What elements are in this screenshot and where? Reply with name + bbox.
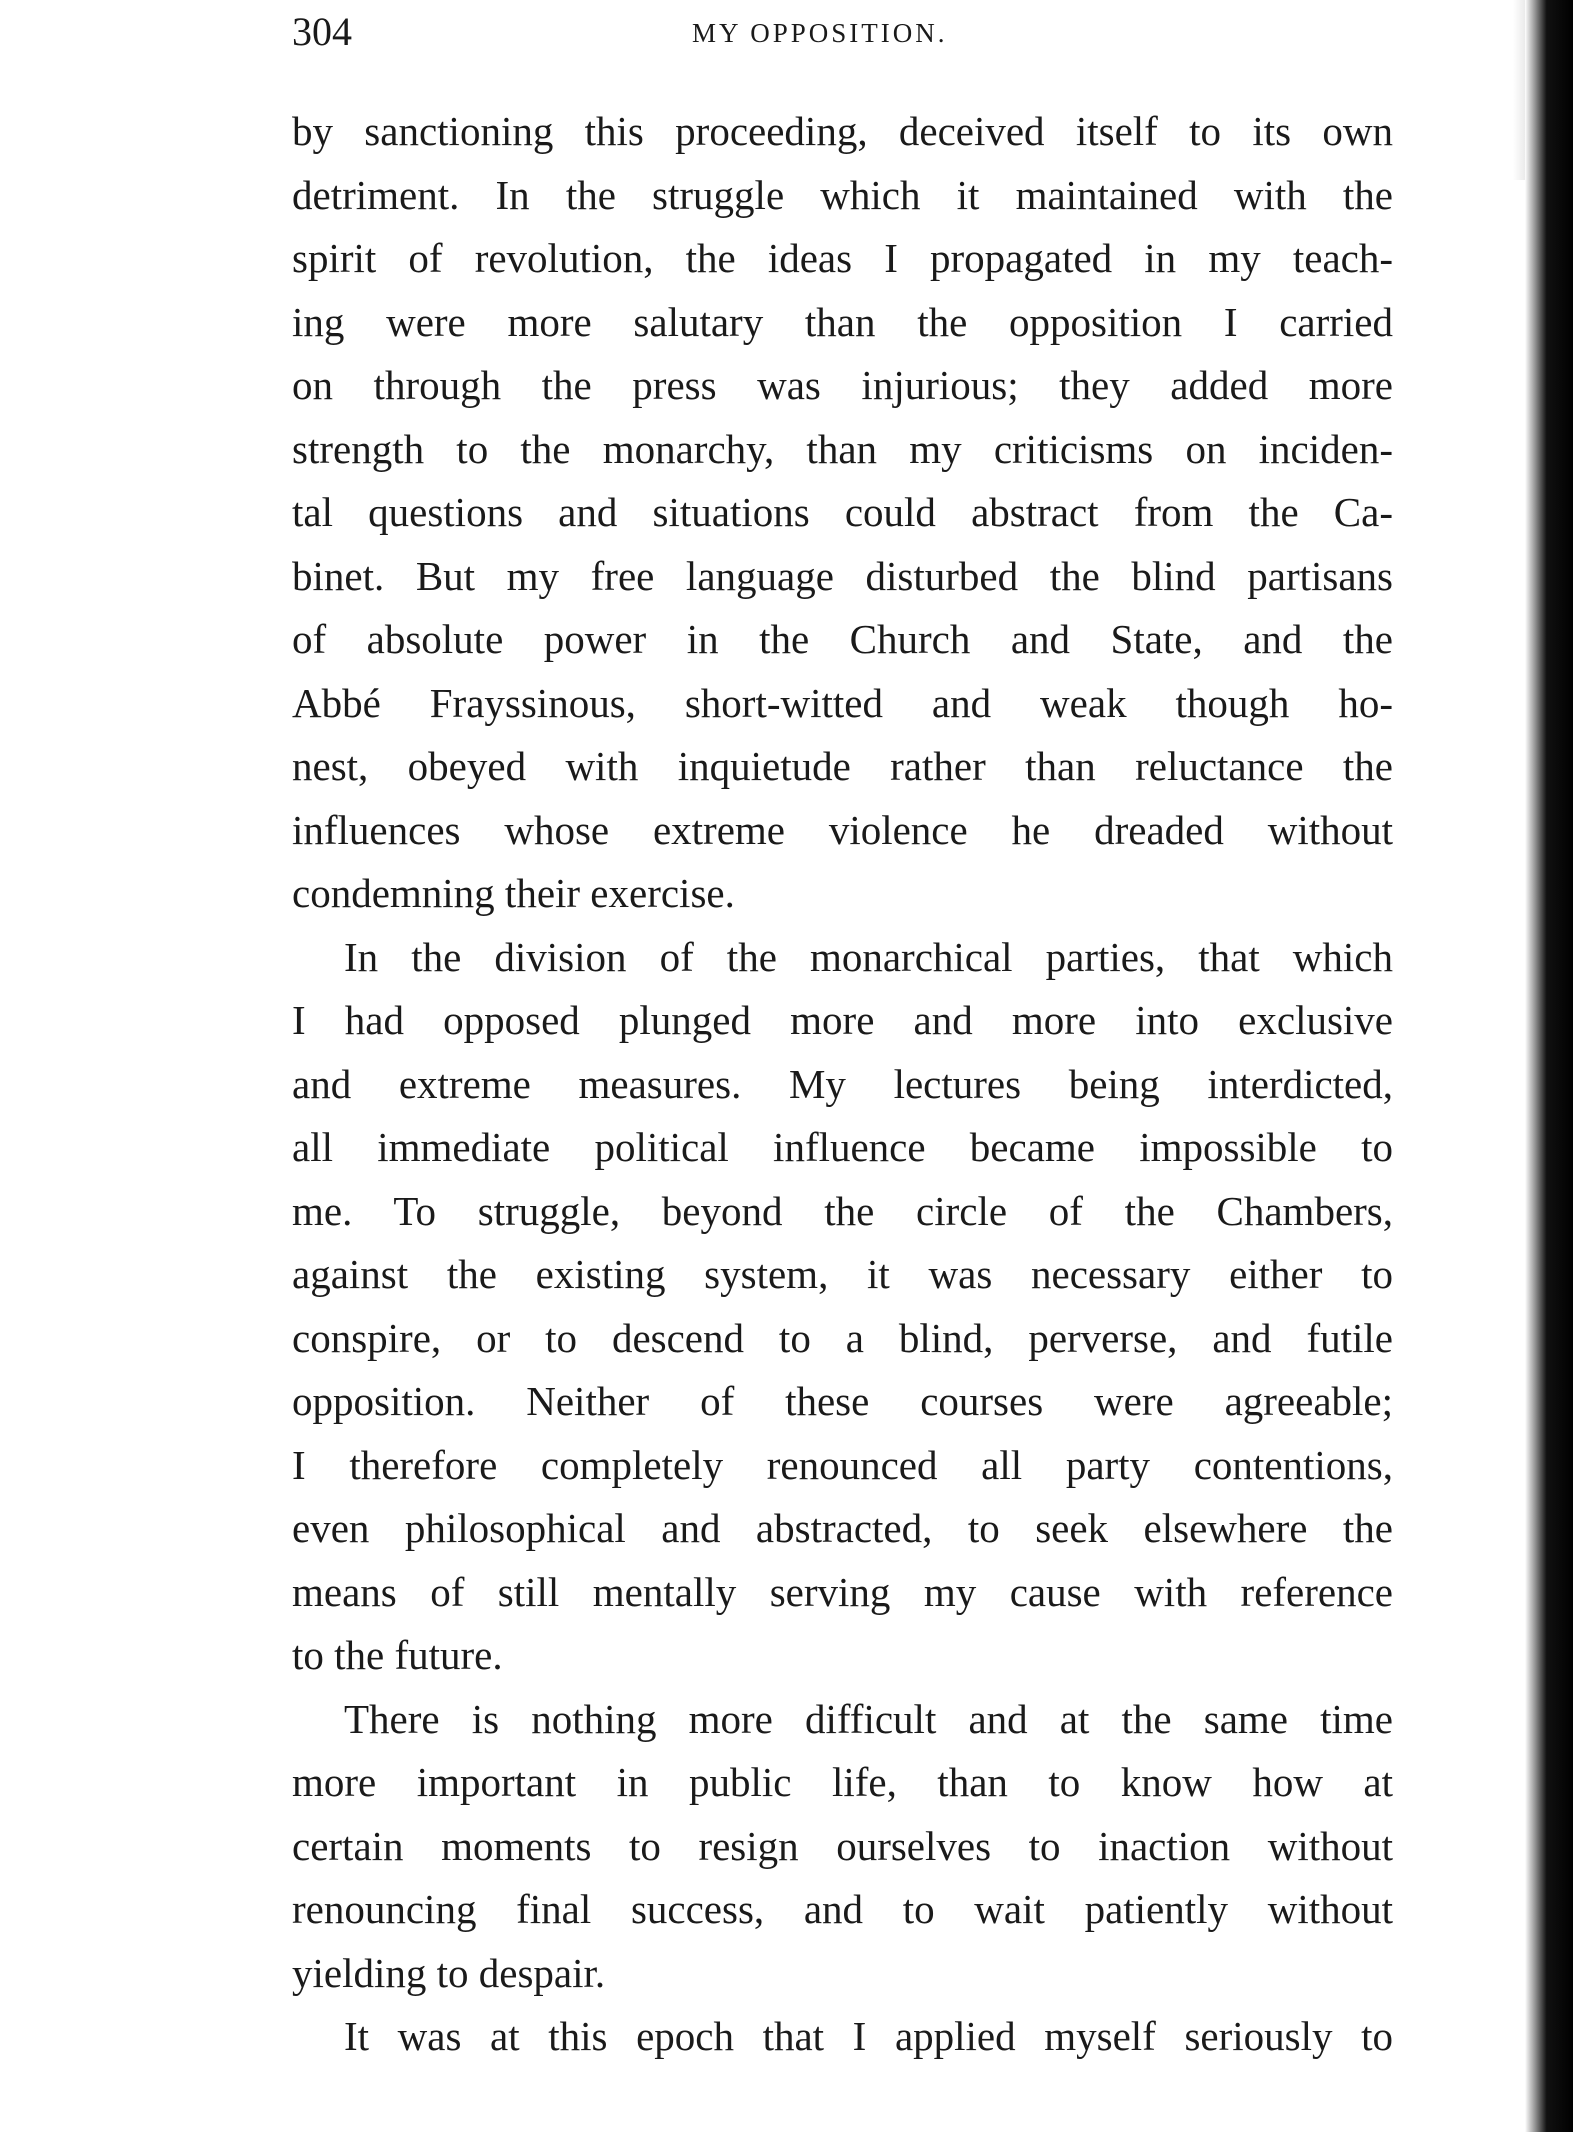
text-line: me. To struggle, beyond the circle of the Chambers,: [292, 1187, 1393, 1234]
text-line: detriment. In the struggle which it maintained with the: [292, 171, 1393, 218]
page-header: [292, 8, 1393, 64]
text-line: influences whose extreme violence he dreaded without: [292, 806, 1393, 853]
text-line: tal questions and situations could abstract from the Ca-: [292, 489, 1393, 535]
text-line: strength to the monarchy, than my criticisms on inciden-: [292, 425, 1393, 472]
text-line: There is nothing more difficult and at the same time: [344, 1695, 1393, 1742]
page-number: 304: [292, 9, 352, 54]
text-line: yielding to despair.: [292, 1949, 606, 1996]
text-line: and extreme measures. My lectures being interdicted,: [292, 1060, 1393, 1107]
running-title: MY OPPOSITION.: [692, 18, 948, 48]
text-line: I therefore completely renounced all party contentions,: [292, 1441, 1393, 1488]
text-line: all immediate political influence became impossible to: [292, 1124, 1393, 1170]
body-text: [292, 100, 1393, 2069]
text-line: spirit of revolution, the ideas I propagated in my teach-: [292, 235, 1393, 281]
text-line: means of still mentally serving my cause with reference: [292, 1568, 1393, 1615]
text-line: to the future.: [292, 1632, 503, 1678]
text-line: opposition. Neither of these courses were agreeable;: [292, 1378, 1393, 1424]
text-line: condemning their exercise.: [292, 870, 735, 916]
text-line: It was at this epoch that I applied myself seriously to: [344, 2013, 1393, 2059]
text-line: conspire, or to descend to a blind, perverse, and futile: [292, 1314, 1393, 1361]
text-line: binet. But my free language disturbed the blind partisans: [292, 552, 1393, 599]
text-line: of absolute power in the Church and State, and the: [292, 616, 1393, 662]
text-line: certain moments to resign ourselves to inaction without: [292, 1822, 1393, 1869]
text-line: renouncing final success, and to wait patiently without: [292, 1886, 1393, 1932]
text-line: nest, obeyed with inquietude rather than reluctance the: [292, 743, 1393, 789]
text-line: even philosophical and abstracted, to seek elsewhere the: [292, 1505, 1393, 1551]
text-line: more important in public life, than to know how at: [292, 1759, 1393, 1805]
text-line: Abbé Frayssinous, short-witted and weak though ho-: [292, 679, 1393, 726]
text-line: against the existing system, it was necessary either to: [292, 1251, 1393, 1297]
text-line: on through the press was injurious; they added more: [292, 362, 1393, 408]
text-line: I had opposed plunged more and more into exclusive: [292, 997, 1393, 1043]
text-line: In the division of the monarchical parties, that which: [344, 933, 1393, 980]
page-edge-shadow: [1525, 0, 1573, 2132]
text-line: by sanctioning this proceeding, deceived itself to its own: [292, 108, 1393, 154]
text-line: ing were more salutary than the opposition I carried: [292, 298, 1393, 345]
